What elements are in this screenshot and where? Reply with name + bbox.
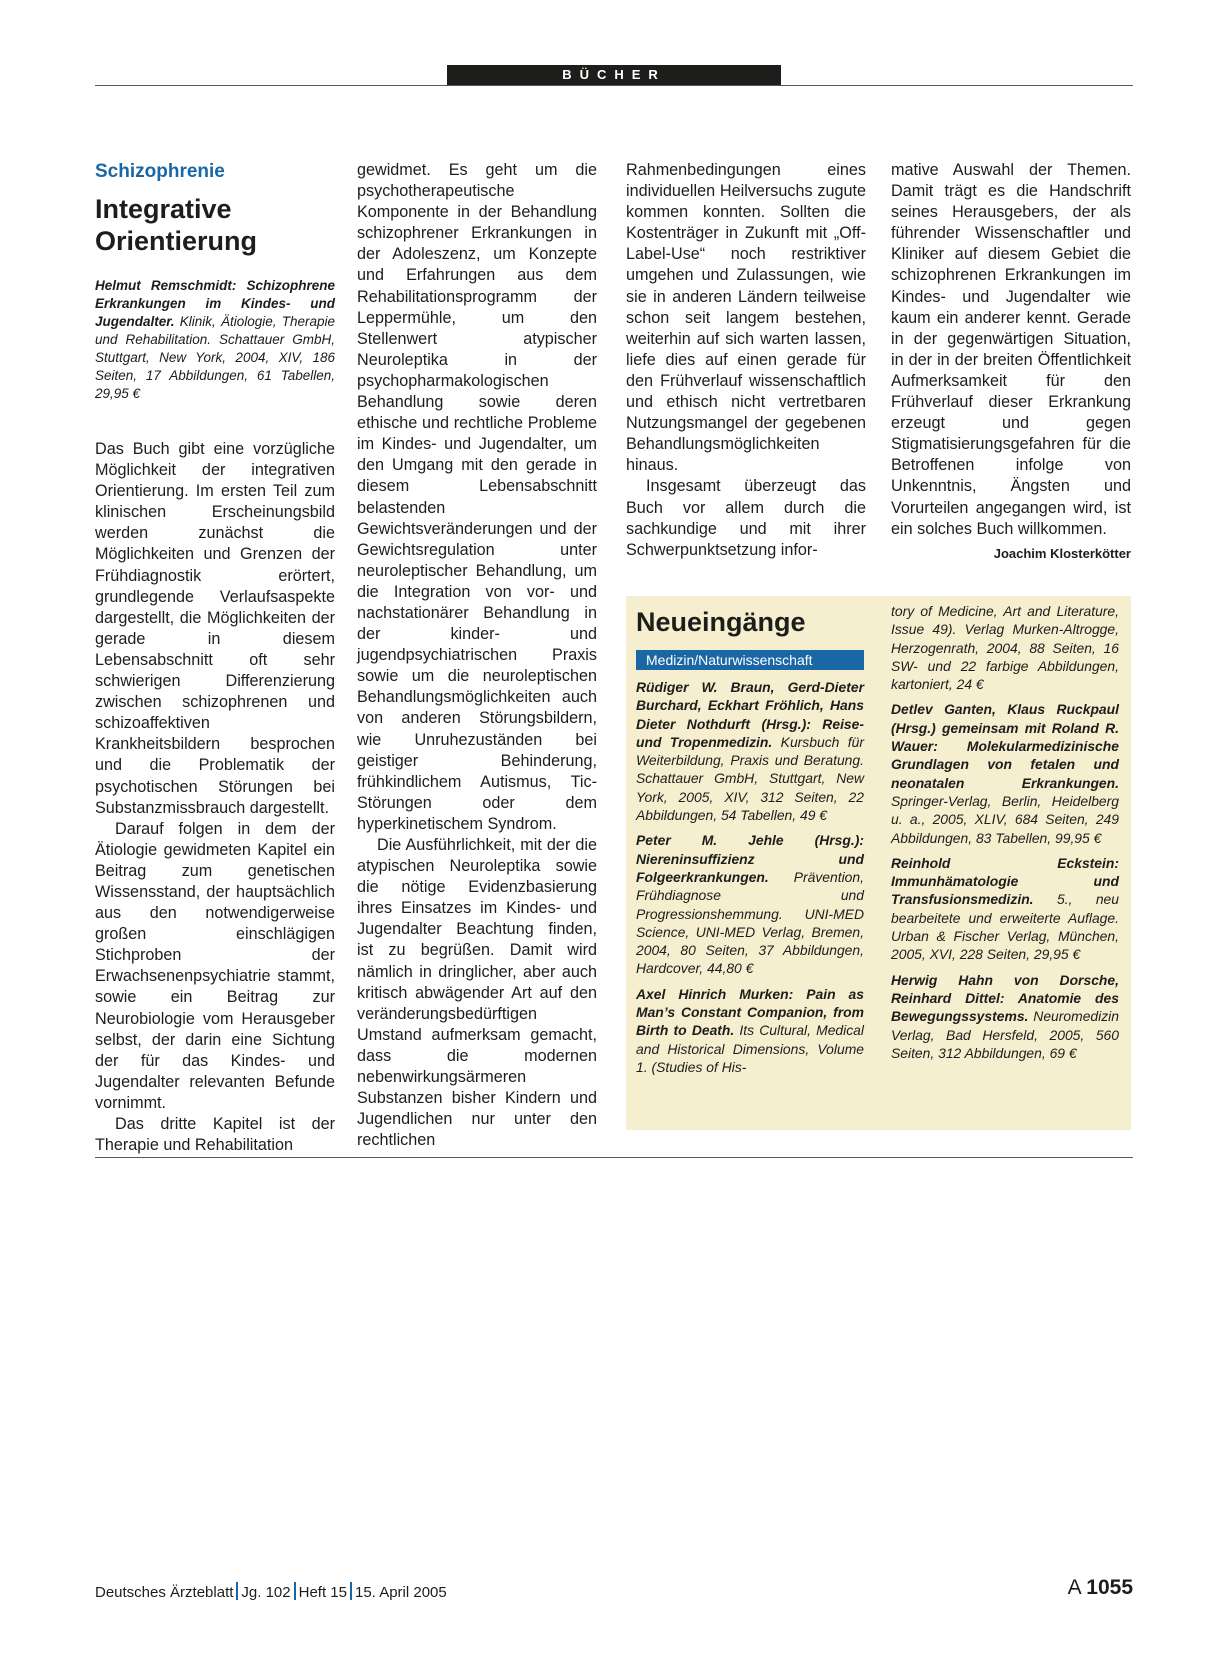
book-entry (636, 678, 864, 824)
separator (350, 1582, 352, 1600)
page-number-value: 1055 (1086, 1576, 1133, 1599)
book-entry (891, 971, 1119, 1062)
book-entry (891, 854, 1119, 964)
article-column-2 (357, 160, 597, 1151)
article-kicker: Schizophrenie (95, 161, 225, 182)
box-column-1 (636, 596, 864, 1083)
paragraph: gewidmet. Es geht um die psychotherapeutische Komponente in der Behandlung schizophrener Erkrankungen in der Adoleszenz, um Konzepte und Erfahrungen aus dem Rehabilitationsprogramm der Leppermühle, um den Stellenwert atypischer Neuroleptika in der psychopharmakologischen Behandlung sowie deren ethische und rechtliche Probleme im Kindes- und Jugendalter, um den Umgang mit den gerade in diesem Lebensabschnitt belastenden Gewichtsveränderungen und der Gewichtsregulation unter neuroleptischer Behandlung, um die Integration von vor- und nachstationärer Behandlung in der kinder- und jugendpsychiatrischen Praxis sowie um die neuroleptischen Behandlungsmöglichkeiten auch von anderen Störungsbildern, wie Unruhezuständen bei geistiger Behinderung, frühkindlichem Autismus, Tic-Störungen oder dem hyperkinetischem Syndrom. (357, 161, 597, 833)
entry-title: Herwig Hahn von Dorsche, Reinhard Dittel: Anatomie des Bewegungssystems. (891, 971, 1119, 1025)
paragraph: Das dritte Kapitel ist der Therapie und Rehabilitation (95, 1115, 335, 1155)
entry-title: Detlev Ganten, Klaus Ruckpaul (Hrsg.) gemeinsam mit Roland R. Wauer: Molekularmedizinische Grundlagen von fetalen und neonatalen Erkrankungen. (891, 701, 1119, 791)
entry-details: Springer-Verlag, Berlin, Heidelberg u. a., 2005, XLIV, 684 Seiten, 249 Abbildungen, 83 Tabellen, 99,95 € (891, 792, 1119, 846)
entry-details: Kursbuch für Weiterbildung, Praxis und Beratung. Schattauer GmbH, Stuttgart, New York, 2005, XIV, 312 Seiten, 22 Abbildungen, 54 Tabellen, 49 € (636, 733, 864, 824)
entry-details: Neuromedizin Verlag, Bad Hersfeld, 2005, 560 Seiten, 312 Abbildungen, 69 € (891, 1008, 1119, 1061)
paragraph: Die Ausführlichkeit, mit der die atypischen Neuroleptika sowie die nötige Evidenzbasierung ihres Einsatzes im Kindes- und Jugendalter Beachtung finden, ist zu begrüßen. Damit wird nämlich in dringlicher, aber auch kritisch abwägender Art auf den veränderungsbedürftigen Umstand aufmerksam gemacht, dass die modernen nebenwirkungsärmeren Substanzen bisher Kindern und Jugendlichen nur unter den rechtlichen (357, 836, 597, 1150)
book-entry (636, 831, 864, 977)
book-entry (891, 602, 1119, 693)
footer-rule (95, 1157, 1133, 1158)
journal-name: Deutsches Ärzteblatt (95, 1584, 234, 1601)
book-entry (636, 985, 864, 1076)
article-column-1 (95, 160, 335, 1156)
paragraph (891, 160, 1131, 561)
page-prefix: A (1067, 1576, 1081, 1599)
article-column-4 (891, 160, 1131, 564)
paragraph: Insgesamt überzeugt das Buch vor allem durch die sachkundige und mit ihrer Schwerpunktsetzung infor- (626, 477, 866, 559)
entry-title: Peter M. Jehle (Hrsg.): Niereninsuffizienz und Folgeerkrankungen. (636, 832, 864, 885)
book-details: Klinik, Ätiologie, Therapie und Rehabilitation. Schattauer GmbH, Stuttgart, New York, 2004, XIV, 186 Seiten, 17 Abbildungen, 61 Tabellen, 29,95 € (95, 314, 335, 401)
entry-details: 5., neu bearbeitete und erweiterte Auflage. Urban & Fischer Verlag, München, 2005, XVI, 228 Seiten, 29,95 € (891, 891, 1119, 963)
entry-title: Rüdiger W. Braun, Gerd-Dieter Burchard, Eckhart Fröhlich, Hans Dieter Nothdurft (Hrsg.): Reise- und Tropenmedizin. (636, 679, 864, 750)
entry-details: Prävention, Frühdiagnose und Progressionshemmung. UNI-MED Science, UNI-MED Verlag, Bremen, 2004, 80 Seiten, 37 Abbildungen, Hardcover, 44,80 € (636, 868, 864, 977)
entry-title: Axel Hinrich Murken: Pain as Man’s Constant Companion, from Birth to Death. (636, 985, 864, 1039)
article-headline: Integrative Orientierung (95, 194, 258, 256)
reviewer-name: Joachim Klosterkötter (993, 545, 1131, 561)
book-entry (891, 700, 1119, 846)
section-label: BÜCHER (447, 65, 781, 85)
paragraph-text: mative Auswahl der Themen. Damit trägt es die Handschrift seines Herausgebers, der als führender Wissenschaftler und Kliniker auf diesem Gebiet die schizophrenen Erkrankungen im Kindes- und Jugendalter wie kaum ein anderer kennt. Gerade in der gegenwärtigen Situation, in der in der breiten Öffentlichkeit Aufmerksamkeit für den Frühverlauf dieser Erkrankung erzeugt und gegen Stigmatisierungsgefahren für die Betroffenen infolge von Unkenntnis, Ängsten und Vorurteilen angegangen wird, ist ein solches Buch willkommen. (891, 161, 1131, 538)
entry-details: Its Cultural, Medical and Historical Dimensions, Volume 1. (Studies of His- (636, 1022, 864, 1075)
new-arrivals-box (626, 596, 1131, 1130)
issue: Heft 15 (298, 1584, 347, 1601)
issue-date: 15. April 2005 (355, 1584, 447, 1601)
header-rule (95, 85, 1133, 86)
volume: Jg. 102 (241, 1584, 291, 1601)
paragraph: Rahmenbedingungen eines individuellen Heilversuchs zugute kommen konnten. Sollten die Kostenträger in Zukunft mit „Off-Label-Use“ noch restriktiver umgehen und Zulassungen, wie sie in anderen Ländern teilweise schon seit langem bestehen, weiterhin auf sich warten lassen, liefe dies auf einen gerade für den Frühverlauf wissenschaftlich und ethisch nicht vertretbaren Nutzungsmangel der gegebenen Behandlungsmöglichkeiten hinaus. (626, 161, 866, 475)
book-reference (95, 277, 335, 403)
separator (294, 1582, 296, 1600)
paragraph: Das Buch gibt eine vorzügliche Möglichkeit der integrativen Orientierung. Im ersten Teil zum klinischen Erscheinungsbild werden zunächst die Möglichkeiten und Grenzen der Frühdiagnostik erörtert, grundlegende Verlaufsaspekte dargestellt, die Möglichkeiten der gerade in diesem Lebensabschnitt oft sehr schwierigen Differenzierung zwischen schizophrenen und schizoaffektiven Krankheitsbildern besprochen und die Problematik der psychotischen Störungen bei Substanzmissbrauch dargestellt. (95, 440, 335, 817)
box-column-2 (891, 602, 1119, 1069)
separator (236, 1582, 238, 1600)
page-number (1068, 1576, 1133, 1600)
box-category-tag: Medizin/Naturwissenschaft (636, 650, 864, 670)
entry-title: Reinhold Eckstein: Immunhämatologie und Transfusionsmedizin. (891, 854, 1119, 908)
paragraph: Darauf folgen in dem der Ätiologie gewidmeten Kapitel ein Beitrag zum genetischen Wissensstand, der hauptsächlich aus den notwendigerweise großen einschlägigen Stichproben der Erwachsenenpsychiatrie stammt, sowie ein Beitrag zur Neurobiologie vom Herausgeber selbst, der darin eine Sichtung der für das Kindes- und Jugendalter relevanten Befunde vornimmt. (95, 819, 335, 1112)
footer-citation (95, 1582, 447, 1601)
book-author-title: Helmut Remschmidt: Schizophrene Erkrankungen im Kindes- und Jugendalter. (95, 278, 335, 329)
box-title: Neueingänge (636, 607, 806, 637)
entry-details: tory of Medicine, Art and Literature, Issue 49). Verlag Murken-Altrogge, Herzogenrath, 2004, 88 Seiten, 16 SW- und 22 farbige Abbildungen, kartoniert, 24 € (891, 603, 1119, 693)
article-column-3 (626, 160, 866, 561)
